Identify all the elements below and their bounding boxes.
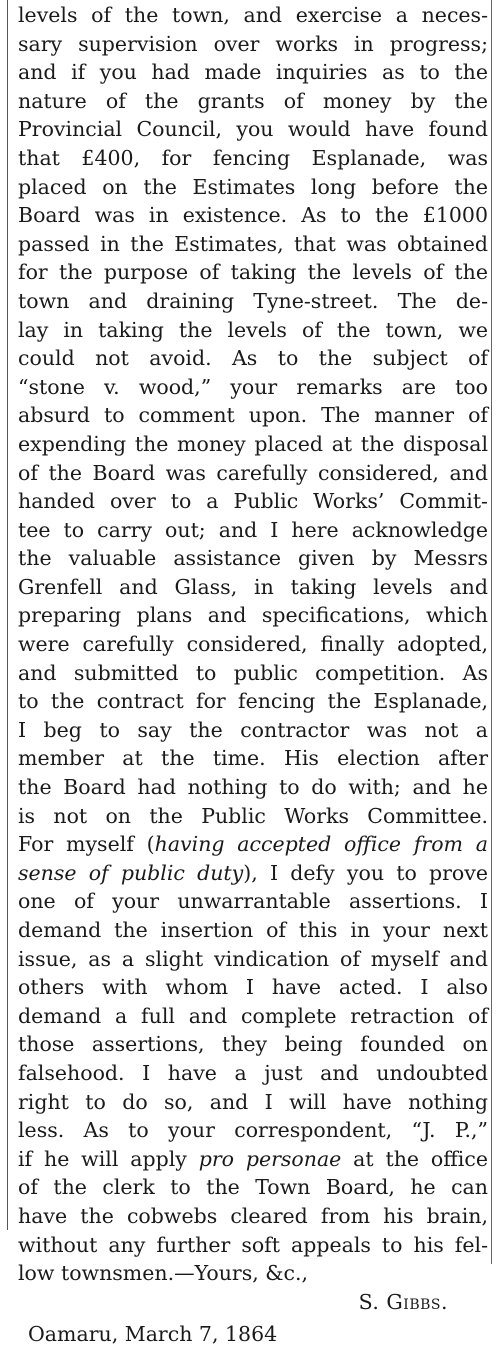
text-segment: if he will apply [18,1146,199,1171]
text-line: absurd to comment upon. The manner of [18,403,488,428]
text-segment: For myself ( [18,832,155,857]
text-line: those assertions, they being founded on [18,1032,488,1057]
text-line: and if you had made inquiries as to the [18,60,488,85]
text-line-italic-phrase [18,859,488,888]
text-line: less. As to your correspondent, “J. P.,” [18,1118,488,1143]
text-line: demand a full and complete retraction of [18,1003,488,1028]
column-rule-left [7,0,8,1230]
text-line: others with whom I have acted. I also [18,975,488,1000]
text-line: lay in taking the levels of the town, we [18,317,488,342]
text-line: expending the money placed at the disposal [18,431,488,456]
text-line: Provincial Council, you would have found [18,117,488,142]
text-line: placed on the Estimates long before the [18,174,488,199]
text-line: have the cobwebs cleared from his brain, [18,1203,488,1228]
text-line: that £400, for fencing Esplanade, was [18,145,488,170]
italic-phrase: sense of public duty [18,860,244,885]
text-line: without any further soft appeals to his fel- [18,1232,488,1257]
column-rule-right [491,0,492,1264]
text-line: were carefully considered, finally adopted, [18,632,488,657]
text-line: Grenfell and Glass, in taking levels and [18,574,488,599]
text-segment: at the office [341,1146,488,1171]
italic-phrase: having accepted office from a [154,832,488,857]
text-line: “stone v. wood,” your remarks are too [18,374,488,399]
text-line: issue, as a slight vindication of myself and [18,946,488,971]
letter-body [18,1,488,1348]
italic-phrase: pro personae [198,1146,342,1171]
text-line: levels of the town, and exercise a neces- [18,3,488,27]
text-line: Board was in existence. As to the £1000 [18,203,488,228]
text-line: to the contract for fencing the Esplanade, [18,689,488,714]
text-line: one of your unwarrantable assertions. I [18,889,488,914]
text-line-italic-phrase [18,830,488,859]
text-line-italic-phrase [18,1145,488,1174]
text-line: member at the time. His election after [18,746,488,771]
text-line: tee to carry out; and I here acknowledge [18,517,488,542]
text-line: the Board had nothing to do with; and he [18,775,488,800]
text-line: town and draining Tyne-street. The de- [18,288,488,313]
text-segment: ), I defy you to prove [243,860,488,885]
text-line: nature of the grants of money by the [18,88,488,113]
signature: S. Gibbs. [358,1289,448,1314]
text-line: is not on the Public Works Committee. [18,803,488,828]
text-line: falsehood. I have a just and undoubted [18,1060,488,1085]
text-line: I beg to say the contractor was not a [18,717,488,742]
text-line: of the clerk to the Town Board, he can [18,1175,488,1200]
text-line: for the purpose of taking the levels of the [18,260,488,285]
text-line: the valuable assistance given by Messrs [18,546,488,571]
text-line: sary supervision over works in progress; [18,31,488,56]
text-line: and submitted to public competition. As [18,660,488,685]
text-line: handed over to a Public Works’ Commit- [18,489,488,514]
closing-line: low townsmen.—Yours, &c., [18,1261,309,1286]
text-line: right to do so, and I will have nothing [18,1089,488,1114]
text-line: preparing plans and specifications, which [18,603,488,628]
dateline: Oamaru, March 7, 1864 [28,1322,278,1347]
text-line: passed in the Estimates, that was obtained [18,231,488,256]
text-line: demand the insertion of this in your next [18,918,488,942]
text-line: could not avoid. As to the subject of [18,346,488,371]
text-line: of the Board was carefully considered, and [18,460,488,485]
